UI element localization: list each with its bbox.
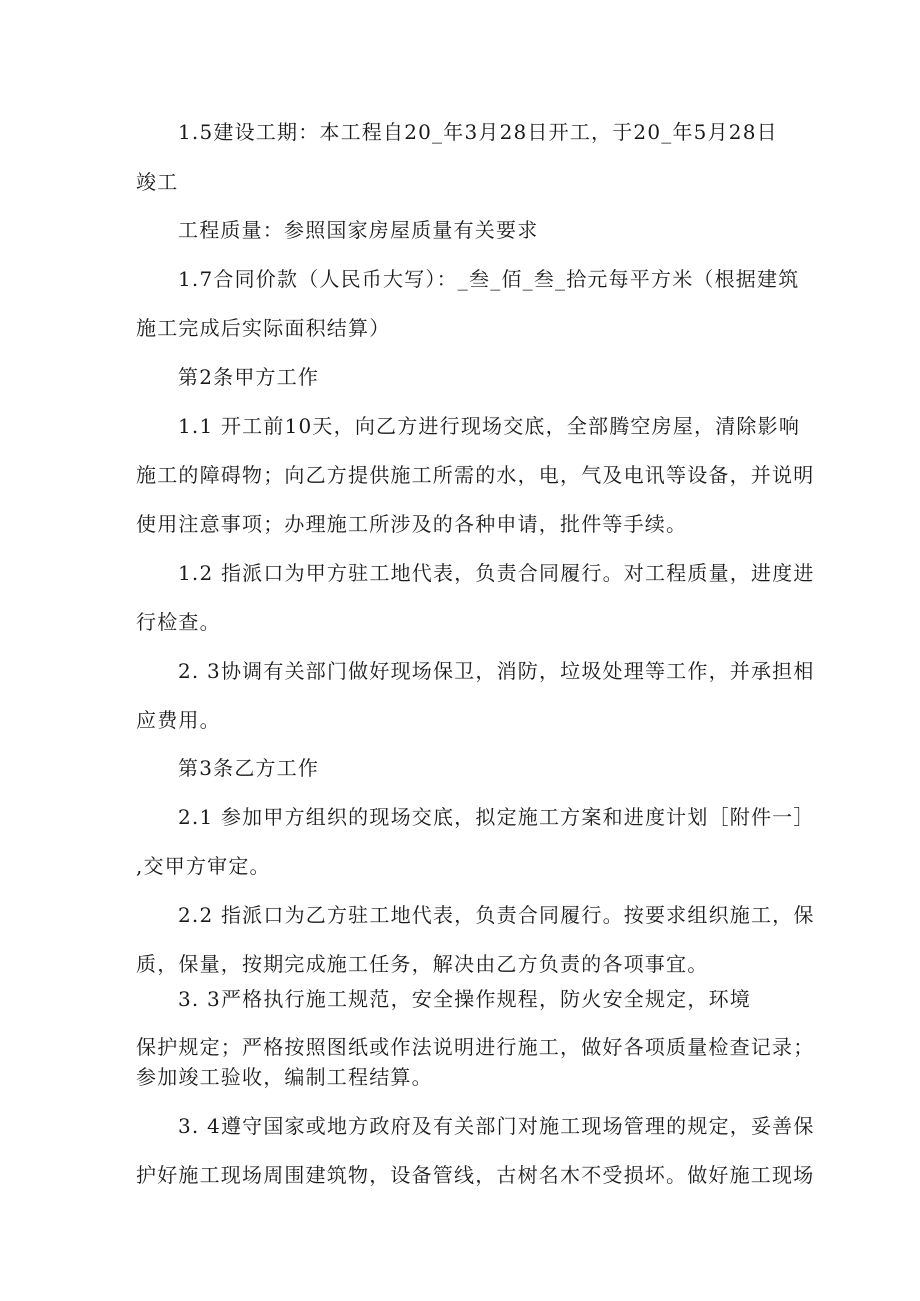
text-line: 工程质量：参照国家房屋质量有关要求: [178, 218, 539, 242]
text-line: 2. 3协调有关部门做好现场保卫，消防，垃圾处理等工作，并承担相: [178, 659, 815, 683]
text-line: 使用注意事项；办理施工所涉及的各种申请，批件等手续。: [136, 512, 688, 536]
text-line: 保护规定；严格按照图纸或作法说明进行施工，做好各项质量检查记录；: [136, 1035, 815, 1059]
text-line: 质，保量，按期完成施工任务，解决由乙方负责的各项事宜。: [136, 952, 709, 976]
text-line: 2.2 指派口为乙方驻工地代表，负责合同履行。按要求组织施工，保: [178, 903, 815, 927]
text-line: 1.5建设工期：本工程自20_年3月28日开工，于20_年5月28日: [178, 120, 778, 144]
text-line: 参加竣工验收，编制工程结算。: [136, 1065, 433, 1089]
text-line: 2.1 参加甲方组织的现场交底，拟定施工方案和进度计划［附件一］: [178, 805, 815, 829]
text-line: 施工的障碍物；向乙方提供施工所需的水，电，气及电讯等设备，并说明: [136, 463, 815, 487]
text-line: 1.2 指派口为甲方驻工地代表，负责合同履行。对工程质量，进度进: [178, 561, 815, 585]
text-line: 3. 3严格执行施工规范，安全操作规程，防火安全规定，环境: [178, 987, 751, 1011]
section-heading: 第2条甲方工作: [178, 365, 320, 389]
text-line: 行检查。: [136, 610, 221, 634]
text-line: 1.7合同价款（人民币大写）：_叁_佰_叁_拾元每平方米（根据建筑: [178, 267, 800, 291]
text-line: 护好施工现场周围建筑物，设备管线，古树名木不受损坏。做好施工现场: [136, 1163, 815, 1187]
text-line: 应费用。: [136, 708, 221, 732]
text-line: 1.1 开工前10天，向乙方进行现场交底，全部腾空房屋，清除影响: [178, 414, 801, 438]
section-heading: 第3条乙方工作: [178, 756, 320, 780]
text-line: 竣工: [136, 170, 179, 194]
text-line: 3. 4遵守国家或地方政府及有关部门对施工现场管理的规定，妥善保: [178, 1114, 815, 1138]
text-line: ,交甲方审定。: [136, 854, 271, 878]
text-line: 施工完成后实际面积结算）: [136, 316, 391, 340]
